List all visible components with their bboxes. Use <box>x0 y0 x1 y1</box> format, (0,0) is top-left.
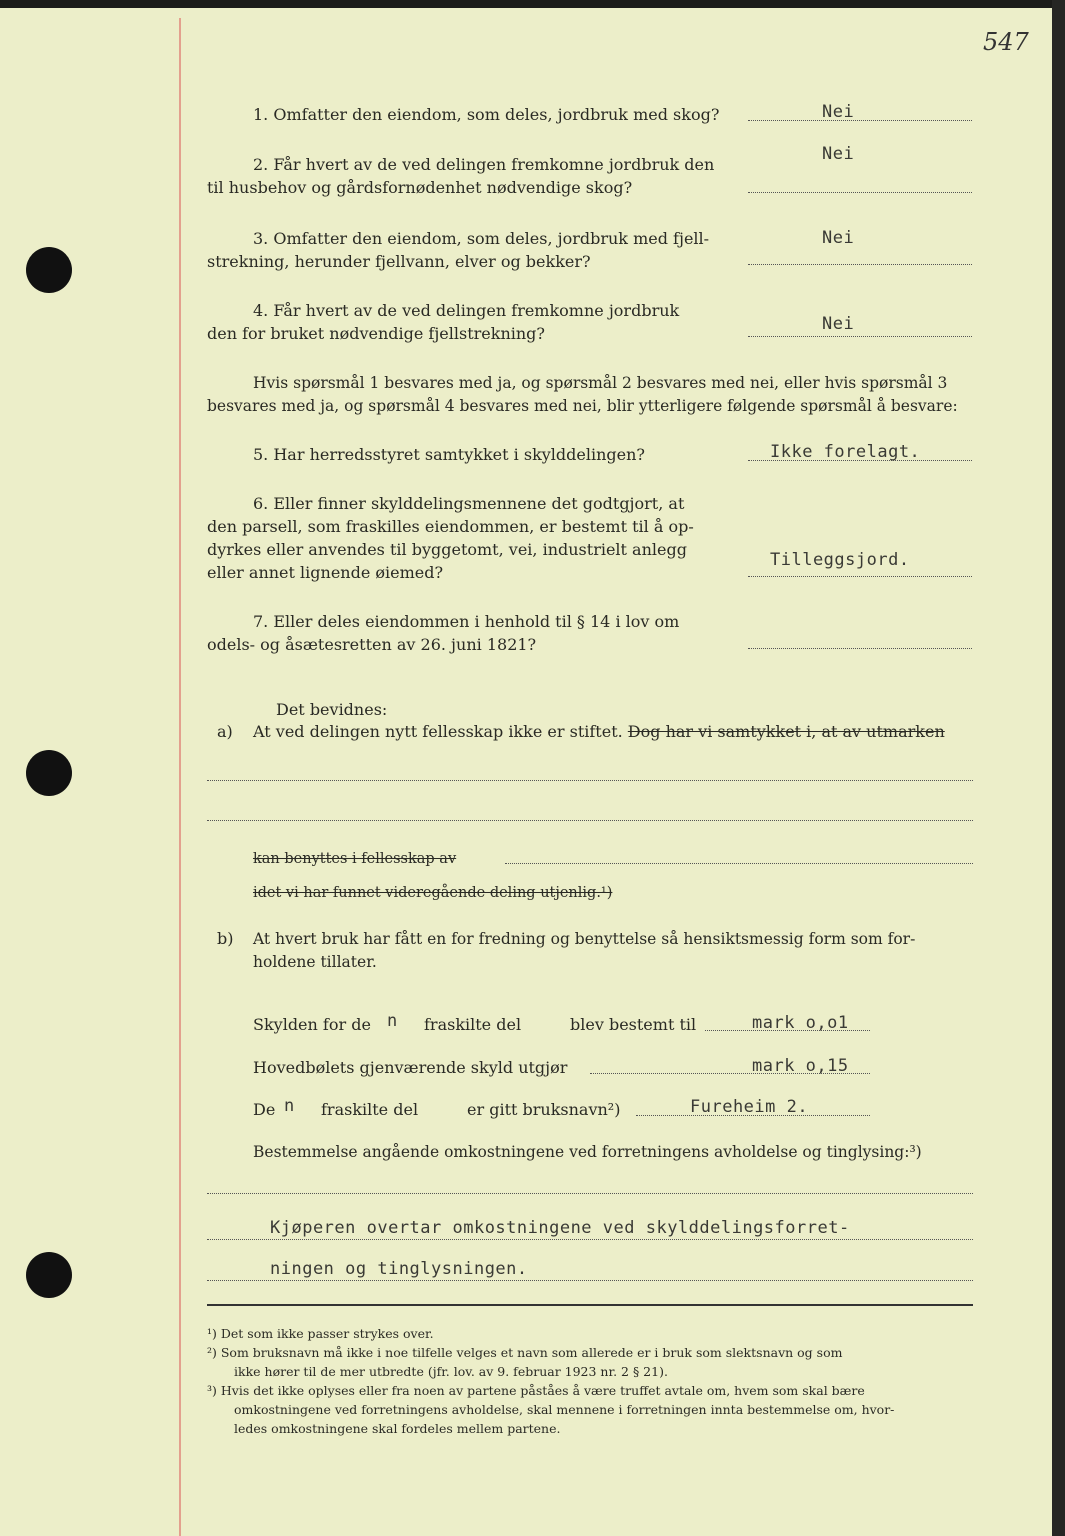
skyld-line-1-b: fraskilte del <box>424 1015 522 1034</box>
skyld-line-1-a: Skylden for de <box>253 1015 371 1034</box>
punch-hole-middle <box>26 750 72 796</box>
cost-line-1-dots <box>207 1239 973 1240</box>
skyld-line-2: Hovedbølets gjenværende skyld utgjør <box>253 1058 568 1077</box>
item-b-label: b) <box>217 929 234 948</box>
scan-top-border <box>0 0 1065 8</box>
item-a-text <box>253 721 945 743</box>
question-4-line-2: den for bruket nødvendige fjellstrekning? <box>207 324 545 343</box>
question-6-line-1: 6. Eller finner skylddelingsmennene det godtgjort, at <box>253 494 685 513</box>
skyld-line-3-b: fraskilte del <box>321 1100 419 1119</box>
punch-hole-top <box>26 247 72 293</box>
cost-line-2-dots <box>207 1280 973 1281</box>
margin-line <box>179 18 181 1536</box>
struck-line-fellesskap: kan benyttes i fellesskap av <box>253 851 457 867</box>
punch-hole-bottom <box>26 1252 72 1298</box>
question-3-line-2: strekning, herunder fjellvann, elver og bekker? <box>207 252 591 271</box>
answer-line-2 <box>748 192 972 193</box>
cost-line-1: Kjøperen overtar omkostningene ved skylddelingsforret- <box>270 1218 850 1238</box>
footnote-3-line-1: ³) Hvis det ikke oplyses eller fra noen av partene påståes å være truffet avtale om, hvem som skal bære <box>207 1383 865 1398</box>
answer-1: Nei <box>822 102 855 122</box>
document-page <box>0 8 1052 1536</box>
skyld-line-1-value: mark o,o1 <box>752 1013 849 1033</box>
condition-line-1: Hvis spørsmål 1 besvares med ja, og spørsmål 2 besvares med nei, eller hvis spørsmål 3 <box>253 374 948 392</box>
skyld-line-3-c: er gitt bruksnavn²) <box>467 1100 621 1119</box>
question-3-line-1: 3. Omfatter den eiendom, som deles, jordbruk med fjell- <box>253 229 710 248</box>
answer-line-4 <box>748 336 972 337</box>
answer-5: Ikke forelagt. <box>770 442 921 462</box>
skyld-line-3-a: De <box>253 1100 276 1119</box>
answer-3: Nei <box>822 228 855 248</box>
cost-blank-line <box>207 1193 973 1194</box>
answer-6: Tilleggsjord. <box>770 550 910 570</box>
footnote-2-line-1: ²) Som bruksnavn må ikke i noe tilfelle velges et navn som allerede er i bruk som slektsnavn og som <box>207 1345 843 1360</box>
skyld-line-1-n: n <box>387 1011 398 1031</box>
answer-line-3 <box>748 264 972 265</box>
question-6-line-4: eller annet lignende øiemed? <box>207 563 444 582</box>
condition-line-2: besvares med ja, og spørsmål 4 besvares med nei, blir ytterligere følgende spørsmål å besvare: <box>207 397 958 415</box>
item-a-label: a) <box>217 722 233 741</box>
blank-line-a2 <box>207 820 973 821</box>
question-7-line-1: 7. Eller deles eiendommen i henhold til § 14 i lov om <box>253 612 680 631</box>
item-b-line-1: At hvert bruk har fått en for fredning og benyttelse så hensiktsmessig form som for- <box>253 930 916 948</box>
item-a-struck-text: Dog har vi samtykket i, at av utmarken <box>627 722 945 741</box>
struck-line-deling: idet vi har funnet videregående deling utjenlig.¹) <box>253 885 613 901</box>
question-1: 1. Omfatter den eiendom, som deles, jordbruk med skog? <box>253 105 720 124</box>
skyld-line-3-value: Fureheim 2. <box>690 1097 809 1117</box>
blank-line-fellesskap <box>505 863 973 864</box>
footnote-3-line-3: ledes omkostningene skal fordeles mellem partene. <box>234 1421 561 1436</box>
answer-line-7 <box>748 648 972 649</box>
skyld-line-3-n: n <box>284 1096 295 1116</box>
question-6-line-2: den parsell, som fraskilles eiendommen, er bestemt til å op- <box>207 517 694 536</box>
page-number: 547 <box>983 28 1029 56</box>
bevidnes-heading: Det bevidnes: <box>276 700 388 719</box>
question-2-line-2: til husbehov og gårdsfornødenhet nødvendige skog? <box>207 178 633 197</box>
footnote-1: ¹) Det som ikke passer strykes over. <box>207 1326 434 1341</box>
skyld-line-2-value: mark o,15 <box>752 1056 849 1076</box>
footnote-2-line-2: ikke hører til de mer utbredte (jfr. lov. av 9. februar 1923 nr. 2 § 21). <box>234 1364 668 1379</box>
skyld-line-1-c: blev bestemt til <box>570 1015 697 1034</box>
blank-line-a1 <box>207 780 973 781</box>
cost-heading: Bestemmelse angående omkostningene ved forretningens avholdelse og tinglysing:³) <box>253 1143 922 1161</box>
question-4-line-1: 4. Får hvert av de ved delingen fremkomne jordbruk <box>253 301 680 320</box>
answer-line-6 <box>748 576 972 577</box>
item-b-line-2: holdene tillater. <box>253 953 377 971</box>
question-2-line-1: 2. Får hvert av de ved delingen fremkomne jordbruk den <box>253 155 715 174</box>
footnote-rule <box>207 1304 973 1306</box>
question-6-line-3: dyrkes eller anvendes til byggetomt, vei, industrielt anlegg <box>207 540 687 559</box>
item-a-statement: At ved delingen nytt fellesskap ikke er stiftet. <box>253 722 623 741</box>
cost-line-2: ningen og tinglysningen. <box>270 1259 528 1279</box>
footnote-3-line-2: omkostningene ved forretningens avholdelse, skal mennene i forretningen innta bestemmelse om, hvor- <box>234 1402 895 1417</box>
scan-right-border <box>1052 0 1065 1536</box>
question-5: 5. Har herredsstyret samtykket i skylddelingen? <box>253 445 645 464</box>
answer-2: Nei <box>822 144 855 164</box>
answer-4: Nei <box>822 314 855 334</box>
answer-line-1 <box>748 120 972 121</box>
question-7-line-2: odels- og åsætesretten av 26. juni 1821? <box>207 635 537 654</box>
